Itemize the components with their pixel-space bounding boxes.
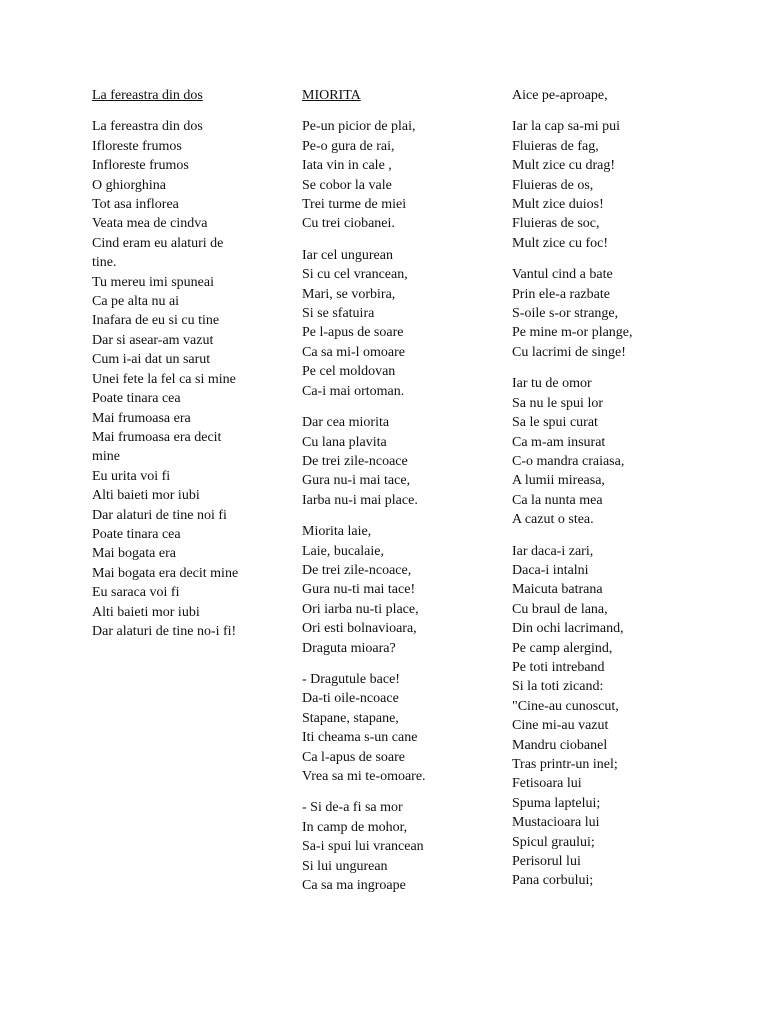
- poem-line: Ca m-am insurat: [512, 434, 606, 450]
- poem-line: Fluieras de soc,: [512, 216, 600, 232]
- poem-line: Fluieras de os,: [512, 177, 594, 193]
- stanza: [302, 117, 492, 233]
- poem-column-2: [302, 86, 492, 895]
- poem-line: "Cine-au cunoscut,: [512, 698, 619, 714]
- poem-column-3: [512, 86, 712, 891]
- poem-line: Ca pe alta nu ai: [92, 294, 180, 310]
- stanza: [512, 374, 712, 529]
- poem-line: Dar alaturi de tine no-i fi!: [92, 623, 237, 639]
- poem-column-1: [92, 86, 277, 641]
- poem-line: - Dragutule bace!: [302, 671, 400, 687]
- poem-line: Mai frumoasa era decit: [92, 429, 222, 445]
- poem-line: Spuma laptelui;: [512, 795, 601, 811]
- poem-line: Iar la cap sa-mi pui: [512, 119, 621, 135]
- poem-line: Dar alaturi de tine noi fi: [92, 507, 227, 523]
- poem-line: Si lui ungurean: [302, 858, 388, 874]
- poem-line: Pe mine m-or plange,: [512, 325, 633, 341]
- poem-line: Cu trei ciobanei.: [302, 216, 395, 232]
- poem-line: Tot asa inflorea: [92, 197, 179, 213]
- stanza: [512, 542, 712, 891]
- poem-line: A cazut o stea.: [512, 512, 594, 528]
- poem-line: Mult zice cu drag!: [512, 158, 616, 174]
- poem-line: Pe toti intreband: [512, 659, 605, 675]
- poem-line: Unei fete la fel ca si mine: [92, 371, 236, 387]
- poem-line: O ghiorghina: [92, 177, 167, 193]
- poem-line: Iata vin in cale ,: [302, 158, 392, 174]
- poem-line: Ori esti bolnavioara,: [302, 621, 417, 637]
- poem-line: Si la toti zicand:: [512, 679, 604, 695]
- poem-line: Tu mereu imi spuneai: [92, 274, 214, 290]
- poem-line: Si se sfatuira: [302, 306, 375, 322]
- poem-line: Mai bogata era decit mine: [92, 565, 239, 581]
- poem-line: Cine mi-au vazut: [512, 718, 609, 734]
- poem-line: Sa-i spui lui vrancean: [302, 839, 424, 855]
- poem-line: Ca sa ma ingroape: [302, 878, 406, 894]
- poem-line: Mai bogata era: [92, 546, 176, 562]
- poem-line: Ori iarba nu-ti place,: [302, 601, 419, 617]
- poem-line: La fereastra din dos: [92, 119, 203, 135]
- poem-line: Pe cel moldovan: [302, 364, 396, 380]
- poem-line: Inafara de eu si cu tine: [92, 313, 220, 329]
- poem-line: Mustacioara lui: [512, 815, 600, 831]
- poem-line: Poate tinara cea: [92, 391, 181, 407]
- poem-line: Cu braul de lana,: [512, 601, 608, 617]
- poem-line: Ca l-apus de soare: [302, 749, 406, 765]
- poem-line: In camp de mohor,: [302, 819, 408, 835]
- poem-line: Dar cea miorita: [302, 415, 390, 431]
- poem-line: Gura nu-ti mai tace!: [302, 582, 416, 598]
- poem-line: Ca sa mi-l omoare: [302, 344, 406, 360]
- poem-line: Iar tu de omor: [512, 376, 592, 392]
- poem-line: De trei zile-ncoace: [302, 453, 408, 469]
- poem-line: Daca-i intalni: [512, 562, 589, 578]
- poem-line: Sa nu le spui lor: [512, 395, 603, 411]
- poem-line: Miorita laie,: [302, 524, 372, 540]
- stanza: [512, 117, 712, 253]
- poem-line: Sa le spui curat: [512, 415, 598, 431]
- poem-line: Mari, se vorbira,: [302, 286, 396, 302]
- poem-line: Infloreste frumos: [92, 158, 189, 174]
- stanza: [302, 413, 492, 510]
- poem-line: Draguta mioara?: [302, 640, 396, 656]
- poem-line: Mult zice cu foc!: [512, 235, 609, 251]
- poem-line: Vantul cind a bate: [512, 267, 613, 283]
- poem-line: S-oile s-or strange,: [512, 306, 619, 322]
- poem-line: Iti cheama s-un cane: [302, 730, 418, 746]
- poem-line: Prin ele-a razbate: [512, 286, 610, 302]
- poem-line: Ca-i mai ortoman.: [302, 383, 405, 399]
- poem-line: Iar daca-i zari,: [512, 543, 594, 559]
- poem-line: Spicul graului;: [512, 834, 595, 850]
- poem-line: Pana corbului;: [512, 873, 594, 889]
- poem-line: Alti baieti mor iubi: [92, 488, 200, 504]
- poem-line: Pe-o gura de rai,: [302, 138, 395, 154]
- poem-line: Cum i-ai dat un sarut: [92, 352, 211, 368]
- poem-line: Mandru ciobanel: [512, 737, 608, 753]
- poem-line: De trei zile-ncoace,: [302, 562, 412, 578]
- poem-line: Din ochi lacrimand,: [512, 621, 624, 637]
- stanza: [302, 670, 492, 786]
- stanza: [302, 798, 492, 895]
- poem-line: Mai frumoasa era: [92, 410, 191, 426]
- stanza: [302, 522, 492, 658]
- poem-line: Laie, bucalaie,: [302, 543, 385, 559]
- poem-line: Ca la nunta mea: [512, 492, 603, 508]
- poem-line: A lumii mireasa,: [512, 473, 605, 489]
- poem-line: Alti baieti mor iubi: [92, 604, 200, 620]
- poem-line: Pe camp alergind,: [512, 640, 613, 656]
- poem-line: Veata mea de cindva: [92, 216, 208, 232]
- poem-line: Aice pe-aproape,: [512, 88, 608, 103]
- poem-line: Se cobor la vale: [302, 177, 392, 193]
- poem-line: Cu lacrimi de singe!: [512, 344, 626, 360]
- poem-line: Cind eram eu alaturi de: [92, 235, 224, 251]
- poem-line: Si cu cel vrancean,: [302, 267, 408, 283]
- poem-line: Iar cel ungurean: [302, 247, 393, 263]
- poem-line: Eu saraca voi fi: [92, 585, 180, 601]
- poem-line: Vrea sa mi te-omoare.: [302, 769, 426, 784]
- poem-line: Cu lana plavita: [302, 434, 387, 450]
- poem-line: Stapane, stapane,: [302, 710, 399, 726]
- poem-line: Gura nu-i mai tace,: [302, 473, 411, 489]
- poem-line: tine.: [92, 255, 117, 271]
- poem-line: mine: [92, 449, 120, 465]
- poem-line: Pe-un picior de plai,: [302, 119, 416, 135]
- poem-line: Pe l-apus de soare: [302, 325, 404, 341]
- poem-line: Trei turme de miei: [302, 197, 407, 213]
- poem-title: La fereastra din dos: [92, 88, 203, 103]
- stanza: [302, 246, 492, 401]
- stanza: [92, 117, 277, 641]
- poem-line: Fetisoara lui: [512, 776, 582, 792]
- poem-line: Iarba nu-i mai place.: [302, 492, 418, 508]
- stanza: [512, 265, 712, 362]
- poem-line: Tras printr-un inel;: [512, 757, 618, 772]
- poem-line: Da-ti oile-ncoace: [302, 691, 399, 707]
- poem-line: Eu urita voi fi: [92, 468, 171, 484]
- poem-line: Mult zice duios!: [512, 197, 604, 213]
- poem-line: - Si de-a fi sa mor: [302, 800, 403, 816]
- poem-title: MIORITA: [302, 88, 361, 103]
- poem-line: Dar si asear-am vazut: [92, 332, 214, 348]
- poem-line: Fluieras de fag,: [512, 138, 599, 154]
- poem-line: Maicuta batrana: [512, 582, 603, 598]
- poem-line: Poate tinara cea: [92, 526, 181, 542]
- poem-line: C-o mandra craiasa,: [512, 453, 625, 469]
- poem-line: Perisorul lui: [512, 854, 581, 870]
- poem-line: Ifloreste frumos: [92, 138, 182, 154]
